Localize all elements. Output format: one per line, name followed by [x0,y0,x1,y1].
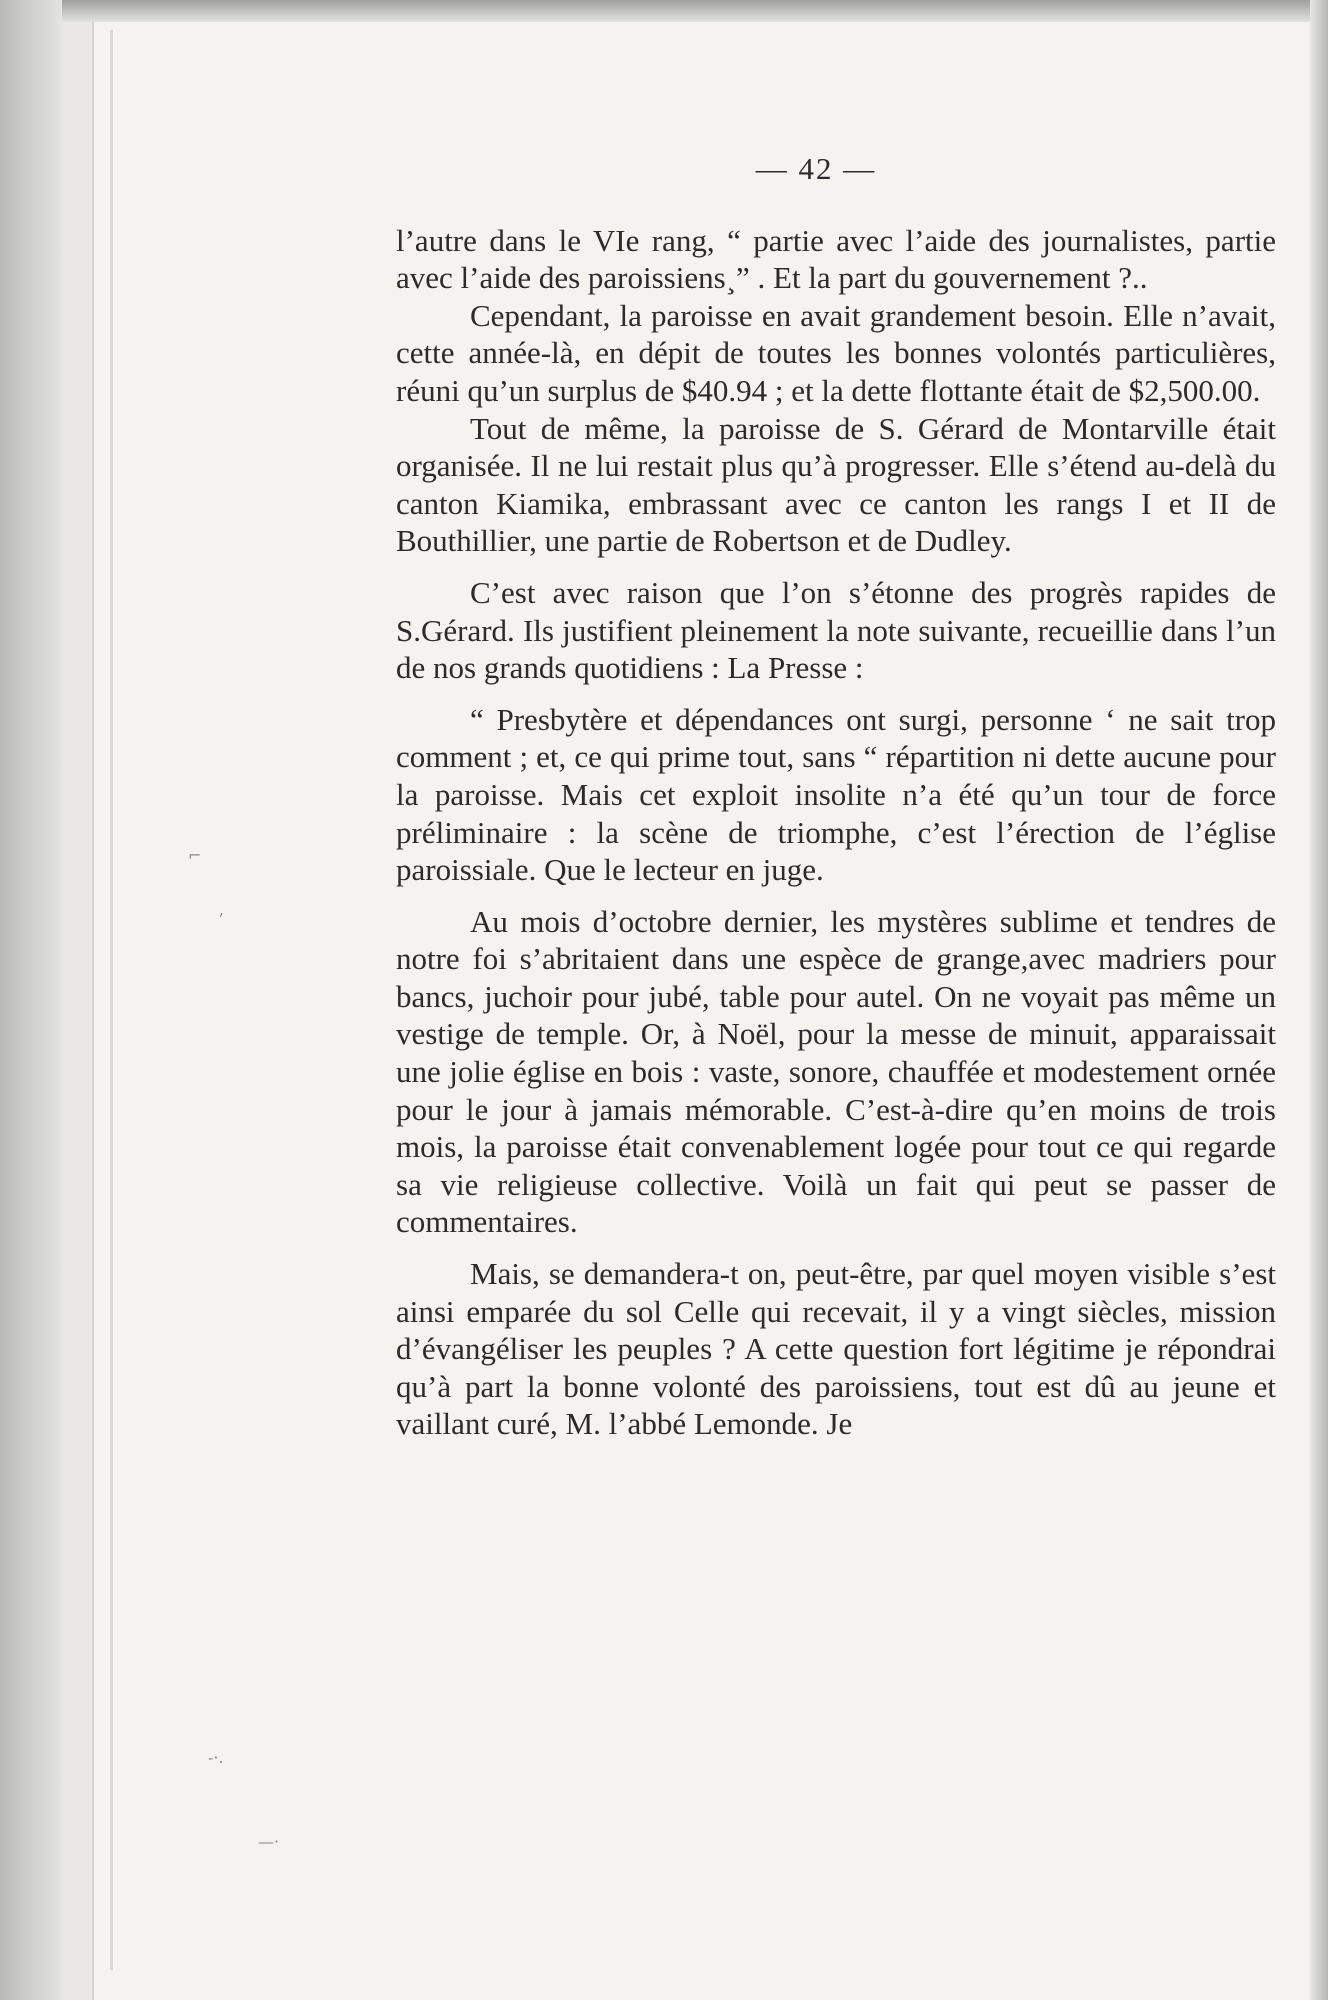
scan-right-edge [1310,0,1328,2000]
scan-top-edge [0,0,1328,22]
paragraph: l’autre dans le VIe rang, “ partie avec l’aide des journalistes, partie avec l’aide des paroissiens¸” . Et la part du gouvernement ?.. [396,222,1276,296]
page-number: — 42 — [755,151,877,186]
margin-mark: ʼ [218,910,224,929]
paragraph: Au mois d’octobre dernier, les mystères sublime et tendres de notre foi s’abritaient dans une espèce de grange,avec madriers pour bancs, juchoir pour jubé, table pour autel. On ne voyait pas même un vestige de temple. Or, à Noël, pour la messe de minuit, apparaissait une jolie église en bois : vaste, sonore, chauffée et modestement ornée pour le jour à jamais mémorable. C’est-à-dire qu’en moins de trois mois, la paroisse était convenablement logée pour tout ce qui regarde sa vie religieuse collective. Voilà un fait qui peut se passer de commentaires. [396,903,1276,1240]
margin-mark: ⌐ [188,846,202,865]
margin-mark: -·. [208,1748,224,1767]
paragraph: C’est avec raison que l’on s’étonne des progrès rapides de S.Gérard. Ils justifient pleinement la note suivante, recueillie dans l’un de nos grands quotidiens : La Presse : [396,574,1276,686]
paragraph: Tout de même, la paroisse de S. Gérard de Montarville était organisée. Il ne lui restait plus qu’à progresser. Elle s’étend au-delà du canton Kiamika, embrassant avec ce canton les rangs I et II de Bouthillier, une partie de Robertson et de Dudley. [396,410,1276,559]
book-binding-edge [0,0,62,2000]
quoted-paragraph: “ Presbytère et dépendances ont surgi, personne ‘ ne sait trop comment ; et, ce qui prime tout, sans “ répartition ni dette aucune pour la paroisse. Mais cet exploit insolite n’a été qu’un tour de force préliminaire : la scène de triomphe, c’est l’érection de l’église paroissiale. Que le lecteur en juge. [396,701,1276,888]
margin-mark: —· [258,1832,280,1851]
paragraph: Mais, se demandera-t on, peut-être, par quel moyen visible s’est ainsi emparée du sol Celle qui recevait, il y a vingt siècles, mission d’évangéliser les peuples ? A cette question fort légitime je répondrai qu’à part la bonne volonté des paroissiens, tout est dû au jeune et vaillant curé, M. l’abbé Lemonde. Je [396,1256,1276,1442]
page-inner-edge [110,30,113,1970]
page-text [396,150,1276,1443]
paragraph: Cependant, la paroisse en avait grandement besoin. Elle n’avait, cette année-là, en dépit de toutes les bonnes volontés particulières, réuni qu’un surplus de $40.94 ; et la dette flottante était de $2,500.00. [396,297,1276,408]
